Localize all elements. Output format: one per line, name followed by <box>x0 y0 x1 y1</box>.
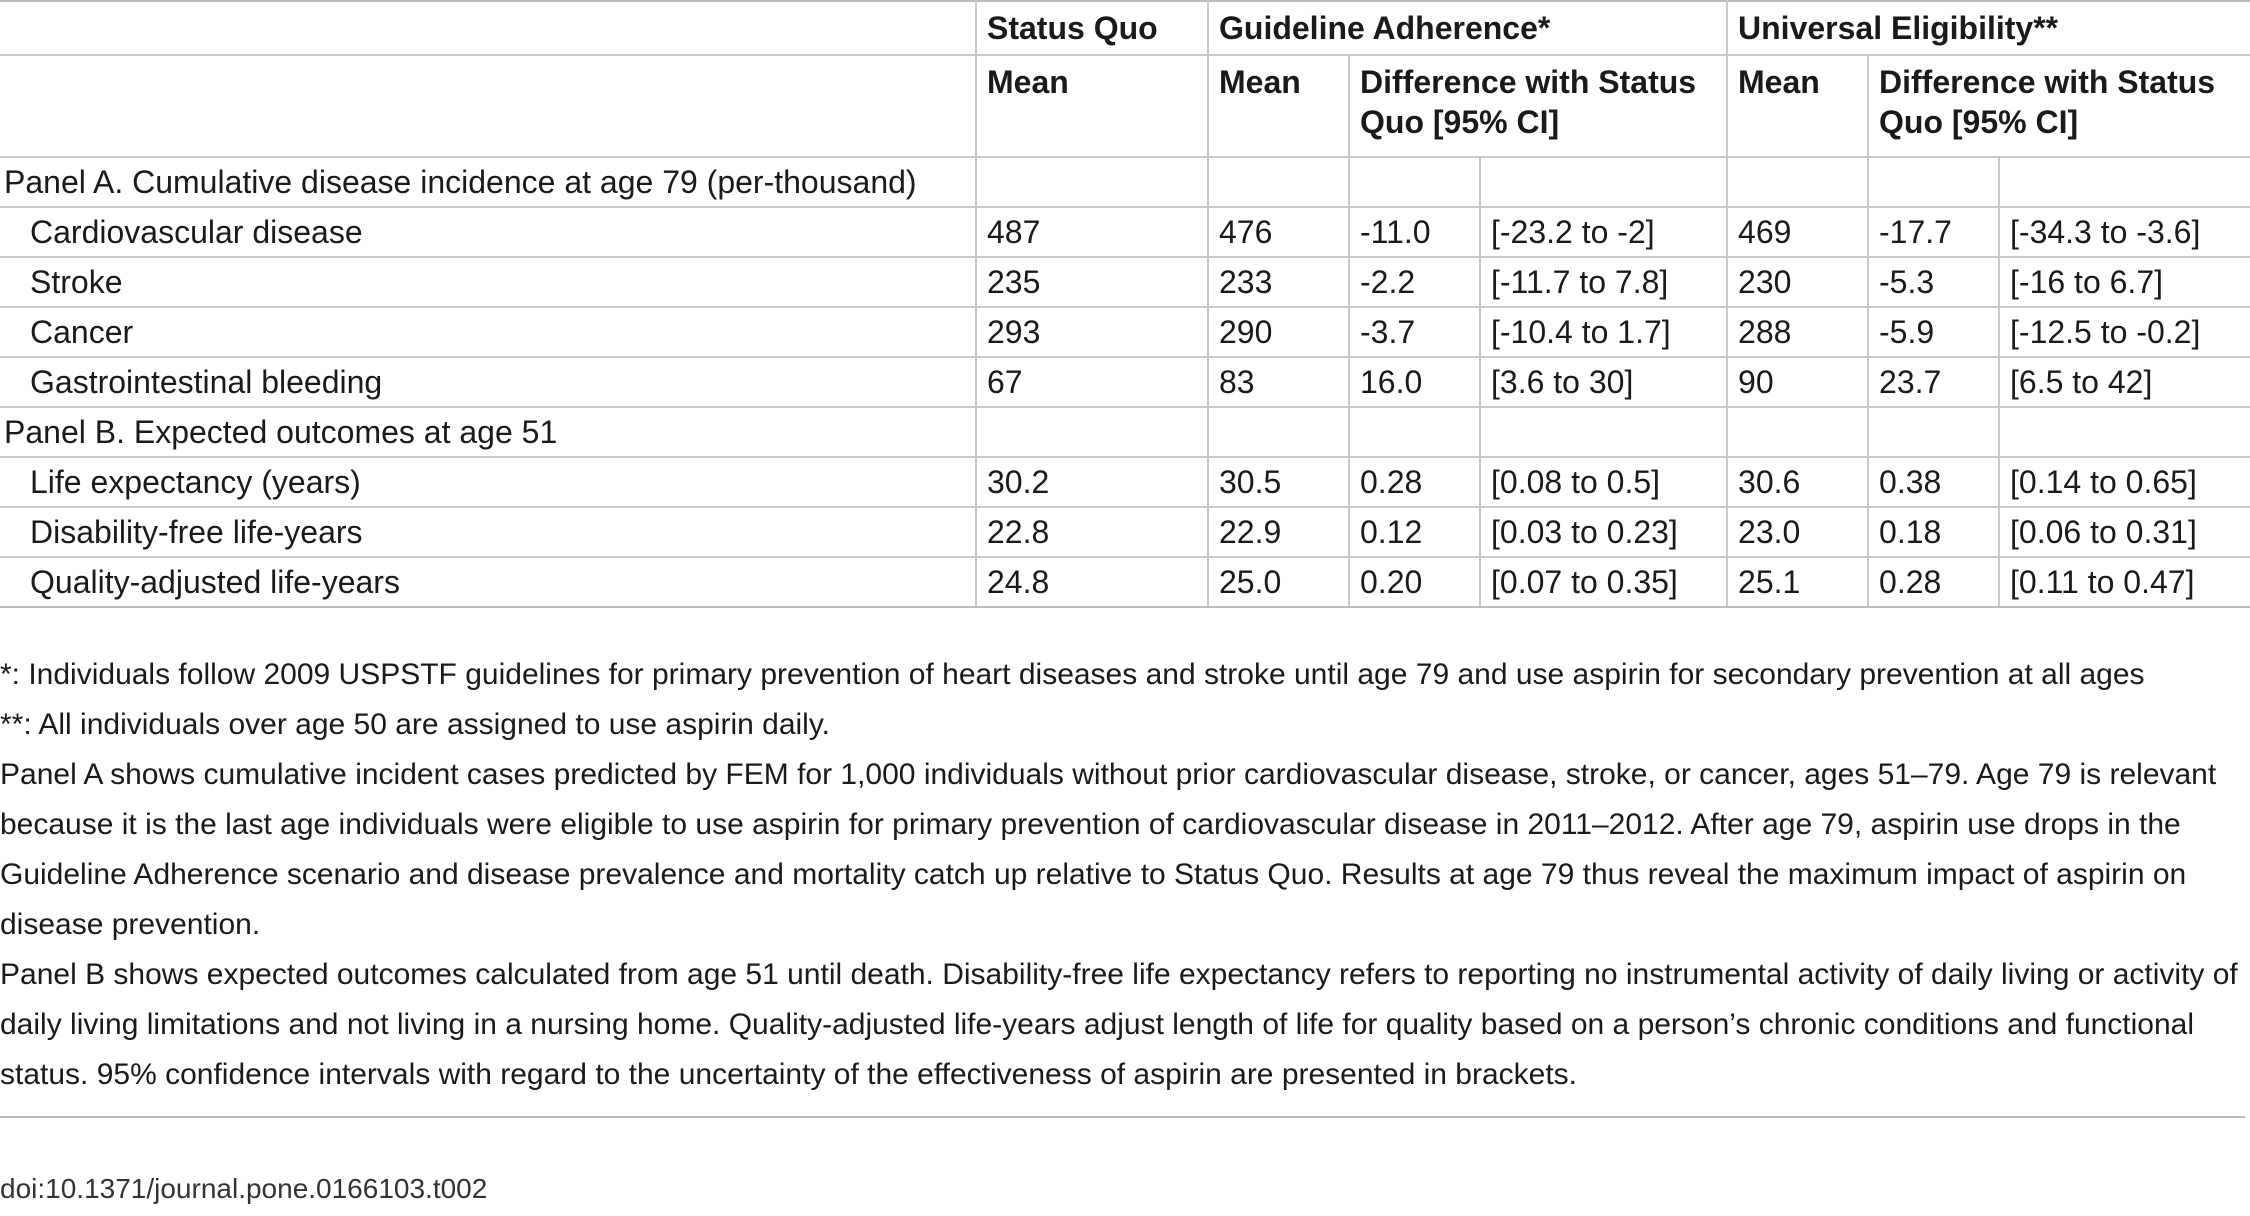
panel-b-title: Panel B. Expected outcomes at age 51 <box>0 407 976 457</box>
ue-diff-cell: 23.7 <box>1868 357 1999 407</box>
ue-ci-cell: [-16 to 6.7] <box>1999 257 2250 307</box>
table-row <box>0 507 2250 557</box>
ue-ci-cell: [-34.3 to -3.6] <box>1999 207 2250 257</box>
ga-diff-cell: -2.2 <box>1349 257 1480 307</box>
ue-mean-cell: 25.1 <box>1727 557 1868 607</box>
ga-mean-cell: 290 <box>1208 307 1349 357</box>
table-row <box>0 257 2250 307</box>
ue-mean-cell: 288 <box>1727 307 1868 357</box>
ga-diff-cell: 0.28 <box>1349 457 1480 507</box>
ue-ci-cell: [0.11 to 0.47] <box>1999 557 2250 607</box>
ga-mean-cell: 476 <box>1208 207 1349 257</box>
header-blank <box>0 1 976 55</box>
ue-ci-cell: [6.5 to 42] <box>1999 357 2250 407</box>
ue-ci-cell: [0.06 to 0.31] <box>1999 507 2250 557</box>
ga-mean-cell: 25.0 <box>1208 557 1349 607</box>
sq-mean-cell: 30.2 <box>976 457 1208 507</box>
ue-mean-cell: 230 <box>1727 257 1868 307</box>
panel-a-title-row <box>0 157 2250 207</box>
table-row <box>0 457 2250 507</box>
sq-mean-cell: 235 <box>976 257 1208 307</box>
sq-mean-cell: 24.8 <box>976 557 1208 607</box>
header-ue-mean: Mean <box>1727 55 1868 157</box>
row-label: Disability-free life-years <box>0 507 976 557</box>
sq-mean-cell: 293 <box>976 307 1208 357</box>
ue-mean-cell: 23.0 <box>1727 507 1868 557</box>
ue-diff-cell: -5.9 <box>1868 307 1999 357</box>
header-universal-eligibility: Universal Eligibility** <box>1727 1 2250 55</box>
footnote-divider <box>0 1100 2245 1118</box>
footnote-guideline: *: Individuals follow 2009 USPSTF guidelines for primary prevention of heart diseases and stroke until age 79 and use aspirin for secondary prevention at all ages <box>0 658 2145 691</box>
ga-ci-cell: [0.03 to 0.23] <box>1480 507 1727 557</box>
row-label: Cancer <box>0 307 976 357</box>
sq-mean-cell: 487 <box>976 207 1208 257</box>
ga-diff-cell: 0.12 <box>1349 507 1480 557</box>
header-status-quo: Status Quo <box>976 1 1208 55</box>
ue-mean-cell: 469 <box>1727 207 1868 257</box>
table-footnotes <box>0 650 2245 1118</box>
row-label: Cardiovascular disease <box>0 207 976 257</box>
doi-link[interactable]: doi:10.1371/journal.pone.0166103.t002 <box>0 1173 488 1204</box>
row-label: Gastrointestinal bleeding <box>0 357 976 407</box>
ue-diff-cell: 0.18 <box>1868 507 1999 557</box>
ga-diff-cell: -3.7 <box>1349 307 1480 357</box>
row-label: Quality-adjusted life-years <box>0 557 976 607</box>
ga-ci-cell: [0.08 to 0.5] <box>1480 457 1727 507</box>
ga-diff-cell: 16.0 <box>1349 357 1480 407</box>
sq-mean-cell: 22.8 <box>976 507 1208 557</box>
header-ga-difference: Difference with Status Quo [95% CI] <box>1349 55 1727 157</box>
header-guideline-adherence: Guideline Adherence* <box>1208 1 1727 55</box>
ga-ci-cell: [0.07 to 0.35] <box>1480 557 1727 607</box>
footnote-universal: **: All individuals over age 50 are assigned to use aspirin daily. <box>0 708 830 741</box>
ga-mean-cell: 83 <box>1208 357 1349 407</box>
ga-diff-cell: 0.20 <box>1349 557 1480 607</box>
header-sq-mean: Mean <box>976 55 1208 157</box>
footnote-panel-b: Panel B shows expected outcomes calculated from age 51 until death. Disability-free life expectancy refers to reporting no instrumental activity of daily living or activity of daily living limitations and not living in a nursing home. Quality-adjusted life-years adjust length of life for quality based on a person’s chronic conditions and functional status. 95% confidence intervals with regard to the uncertainty of the effectiveness of aspirin are presented in brackets. <box>0 958 2238 1091</box>
footnote-panel-a: Panel A shows cumulative incident cases predicted by FEM for 1,000 individuals without prior cardiovascular disease, stroke, or cancer, ages 51–79. Age 79 is relevant because it is the last age individuals were eligible to use aspirin for primary prevention of cardiovascular disease in 2011–2012. After age 79, aspirin use drops in the Guideline Adherence scenario and disease prevalence and mortality catch up relative to Status Quo. Results at age 79 thus reveal the maximum impact of aspirin on disease prevention. <box>0 758 2217 941</box>
table-row <box>0 307 2250 357</box>
panel-b-title-row <box>0 407 2250 457</box>
ga-mean-cell: 30.5 <box>1208 457 1349 507</box>
ga-mean-cell: 233 <box>1208 257 1349 307</box>
panel-a-title: Panel A. Cumulative disease incidence at age 79 (per-thousand) <box>0 157 976 207</box>
header-row-subcolumns <box>0 55 2250 157</box>
header-blank-2 <box>0 55 976 157</box>
ga-mean-cell: 22.9 <box>1208 507 1349 557</box>
row-label: Stroke <box>0 257 976 307</box>
ue-mean-cell: 90 <box>1727 357 1868 407</box>
header-row-groups <box>0 1 2250 55</box>
header-ga-mean: Mean <box>1208 55 1349 157</box>
ue-mean-cell: 30.6 <box>1727 457 1868 507</box>
ue-diff-cell: -17.7 <box>1868 207 1999 257</box>
ue-diff-cell: 0.38 <box>1868 457 1999 507</box>
ga-ci-cell: [3.6 to 30] <box>1480 357 1727 407</box>
ga-ci-cell: [-11.7 to 7.8] <box>1480 257 1727 307</box>
ue-diff-cell: 0.28 <box>1868 557 1999 607</box>
table-row <box>0 357 2250 407</box>
ga-diff-cell: -11.0 <box>1349 207 1480 257</box>
ue-ci-cell: [-12.5 to -0.2] <box>1999 307 2250 357</box>
sq-mean-cell: 67 <box>976 357 1208 407</box>
ue-diff-cell: -5.3 <box>1868 257 1999 307</box>
ga-ci-cell: [-10.4 to 1.7] <box>1480 307 1727 357</box>
table-row <box>0 207 2250 257</box>
ga-ci-cell: [-23.2 to -2] <box>1480 207 1727 257</box>
row-label: Life expectancy (years) <box>0 457 976 507</box>
table-row <box>0 557 2250 607</box>
header-ue-difference: Difference with Status Quo [95% CI] <box>1868 55 2250 157</box>
ue-ci-cell: [0.14 to 0.65] <box>1999 457 2250 507</box>
